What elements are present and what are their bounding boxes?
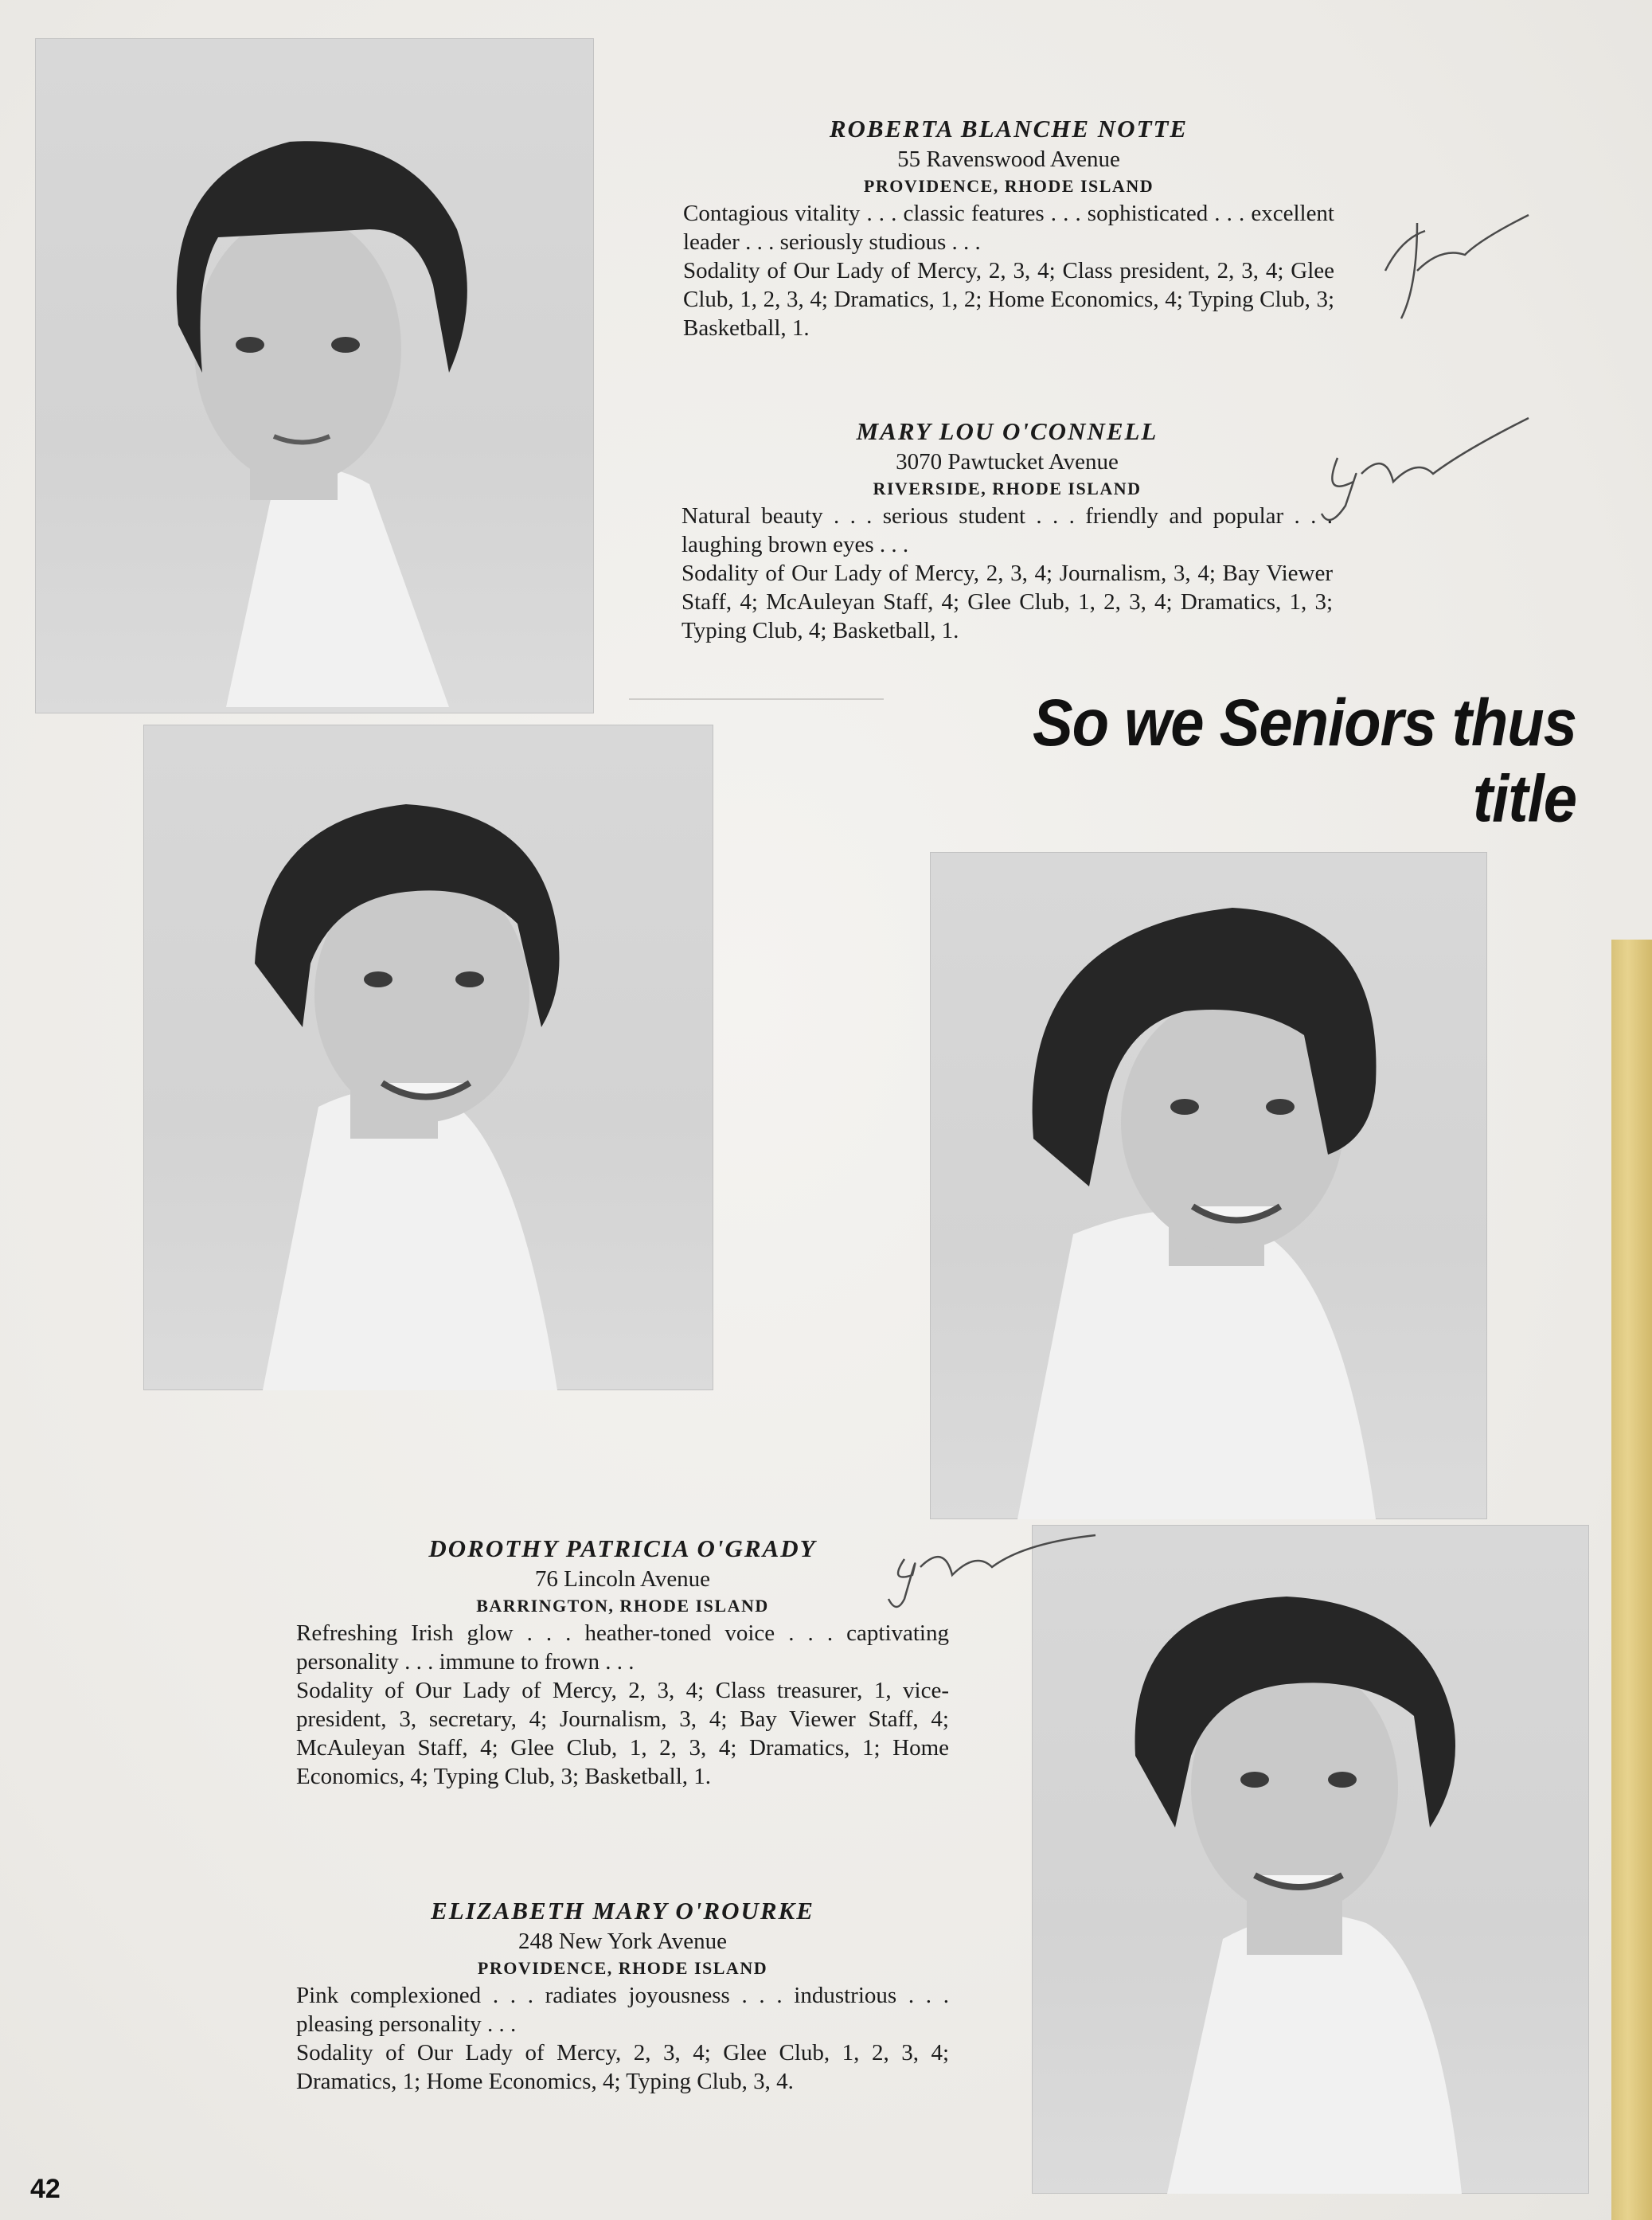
student-entry	[681, 416, 1333, 645]
student-name: DOROTHY PATRICIA O'GRADY	[428, 1534, 817, 1562]
portrait-icon	[35, 38, 594, 713]
student-activities: Sodality of Our Lady of Mercy, 2, 3, 4; Class president, 2, 3, 4; Glee Club, 1, 2, 3, 4; Dramatics, 1, 2; Home Economics, 4; Typing Club, 3; Basketball, 1.	[683, 258, 1334, 341]
student-entry	[296, 1533, 949, 1791]
handwritten-signature-icon	[881, 1511, 1103, 1623]
page-number: 42	[30, 2174, 61, 2204]
student-entry	[296, 1895, 949, 2096]
student-address: 55 Ravenswood Avenue	[897, 147, 1120, 172]
student-city: PROVIDENCE, RHODE ISLAND	[477, 1958, 768, 1978]
portrait-icon	[143, 725, 713, 1390]
student-activities: Sodality of Our Lady of Mercy, 2, 3, 4; Journalism, 3, 4; Bay Viewer Staff, 4; McAuleyan Staff, 4; Glee Club, 1, 2, 3, 4; Dramatics, 1, 3; Typing Club, 4; Basketball, 1.	[681, 561, 1333, 643]
portrait-icon	[930, 852, 1487, 1519]
student-description: Contagious vitality . . . classic features . . . sophisticated . . . excellent leader . . . seriously studious . . .	[683, 201, 1334, 255]
divider	[629, 698, 884, 700]
handwritten-signature-icon	[1306, 410, 1545, 537]
student-description: Pink complexioned . . . radiates joyousness . . . industrious . . . pleasing personality . . .	[296, 1983, 949, 2037]
student-address: 76 Lincoln Avenue	[534, 1566, 711, 1592]
student-activities: Sodality of Our Lady of Mercy, 2, 3, 4; Glee Club, 1, 2, 3, 4; Dramatics, 1; Home Economics, 4; Typing Club, 3, 4.	[296, 2040, 949, 2094]
student-name: ELIZABETH MARY O'ROURKE	[431, 1897, 814, 1925]
page-headline: So we Seniors thus title	[1032, 686, 1576, 837]
portrait-icon	[1032, 1525, 1589, 2194]
portrait-photo-ogrady	[143, 725, 713, 1390]
student-description: Refreshing Irish glow . . . heather-toned voice . . . captivating personality . . . immune to frown . . .	[296, 1620, 949, 1675]
student-address: 3070 Pawtucket Avenue	[896, 449, 1119, 475]
handwritten-signature-icon	[1369, 191, 1545, 334]
student-name: ROBERTA BLANCHE NOTTE	[829, 115, 1189, 143]
student-address: 248 New York Avenue	[517, 1929, 728, 1954]
page-edge-tab	[1611, 940, 1652, 2220]
student-city: BARRINGTON, RHODE ISLAND	[476, 1596, 769, 1616]
portrait-photo-oconnell	[930, 852, 1487, 1519]
student-city: RIVERSIDE, RHODE ISLAND	[873, 479, 1142, 498]
student-activities: Sodality of Our Lady of Mercy, 2, 3, 4; Class treasurer, 1, vice-president, 3, secretary, 4; Journalism, 3, 4; Bay Viewer Staff, 4; McAuleyan Staff, 4; Glee Club, 1, 2, 3, 4; Dramatics, 1; Home Economics, 4; Typing Club, 3; Basketball, 1.	[296, 1678, 949, 1789]
student-city: PROVIDENCE, RHODE ISLAND	[863, 176, 1154, 196]
student-entry	[683, 113, 1334, 342]
portrait-photo-orourke	[1032, 1525, 1589, 2194]
student-description: Natural beauty . . . serious student . . . friendly and popular . . . laughing brown eyes . . .	[681, 503, 1333, 557]
student-name: MARY LOU O'CONNELL	[856, 417, 1158, 445]
portrait-photo-notte	[35, 38, 594, 713]
